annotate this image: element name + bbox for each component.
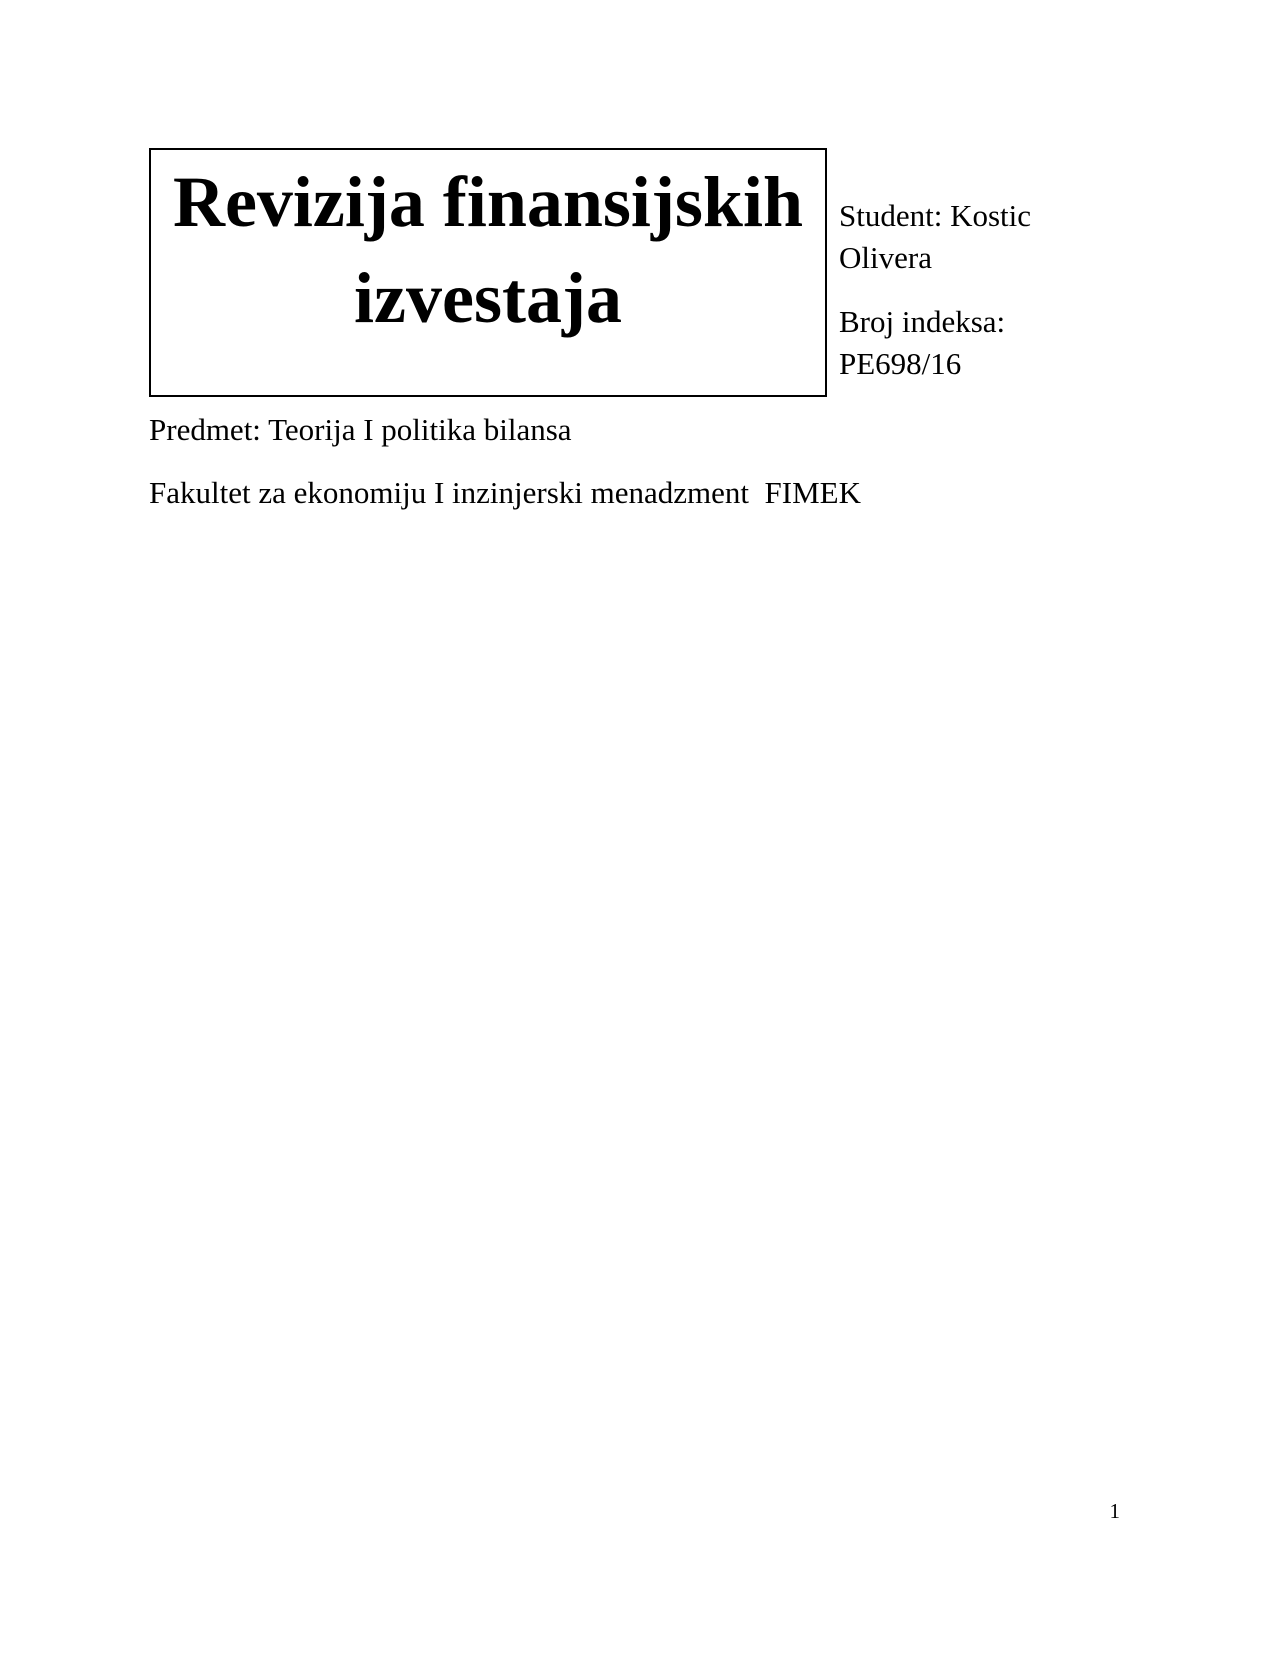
index-number: Broj indeksa: PE698/16 xyxy=(839,304,1006,381)
title-box xyxy=(149,148,827,397)
subject-line: Predmet: Teorija I politika bilansa xyxy=(149,412,572,447)
student-info xyxy=(839,195,1099,385)
document-title: Revizija finansijskih izvestaja xyxy=(172,162,804,338)
student-name: Student: Kostic Olivera xyxy=(839,198,1032,275)
page-number: 1 xyxy=(1109,1499,1120,1523)
faculty-line: Fakultet za ekonomiju I inzinjerski menadzment FIMEK xyxy=(149,475,861,510)
